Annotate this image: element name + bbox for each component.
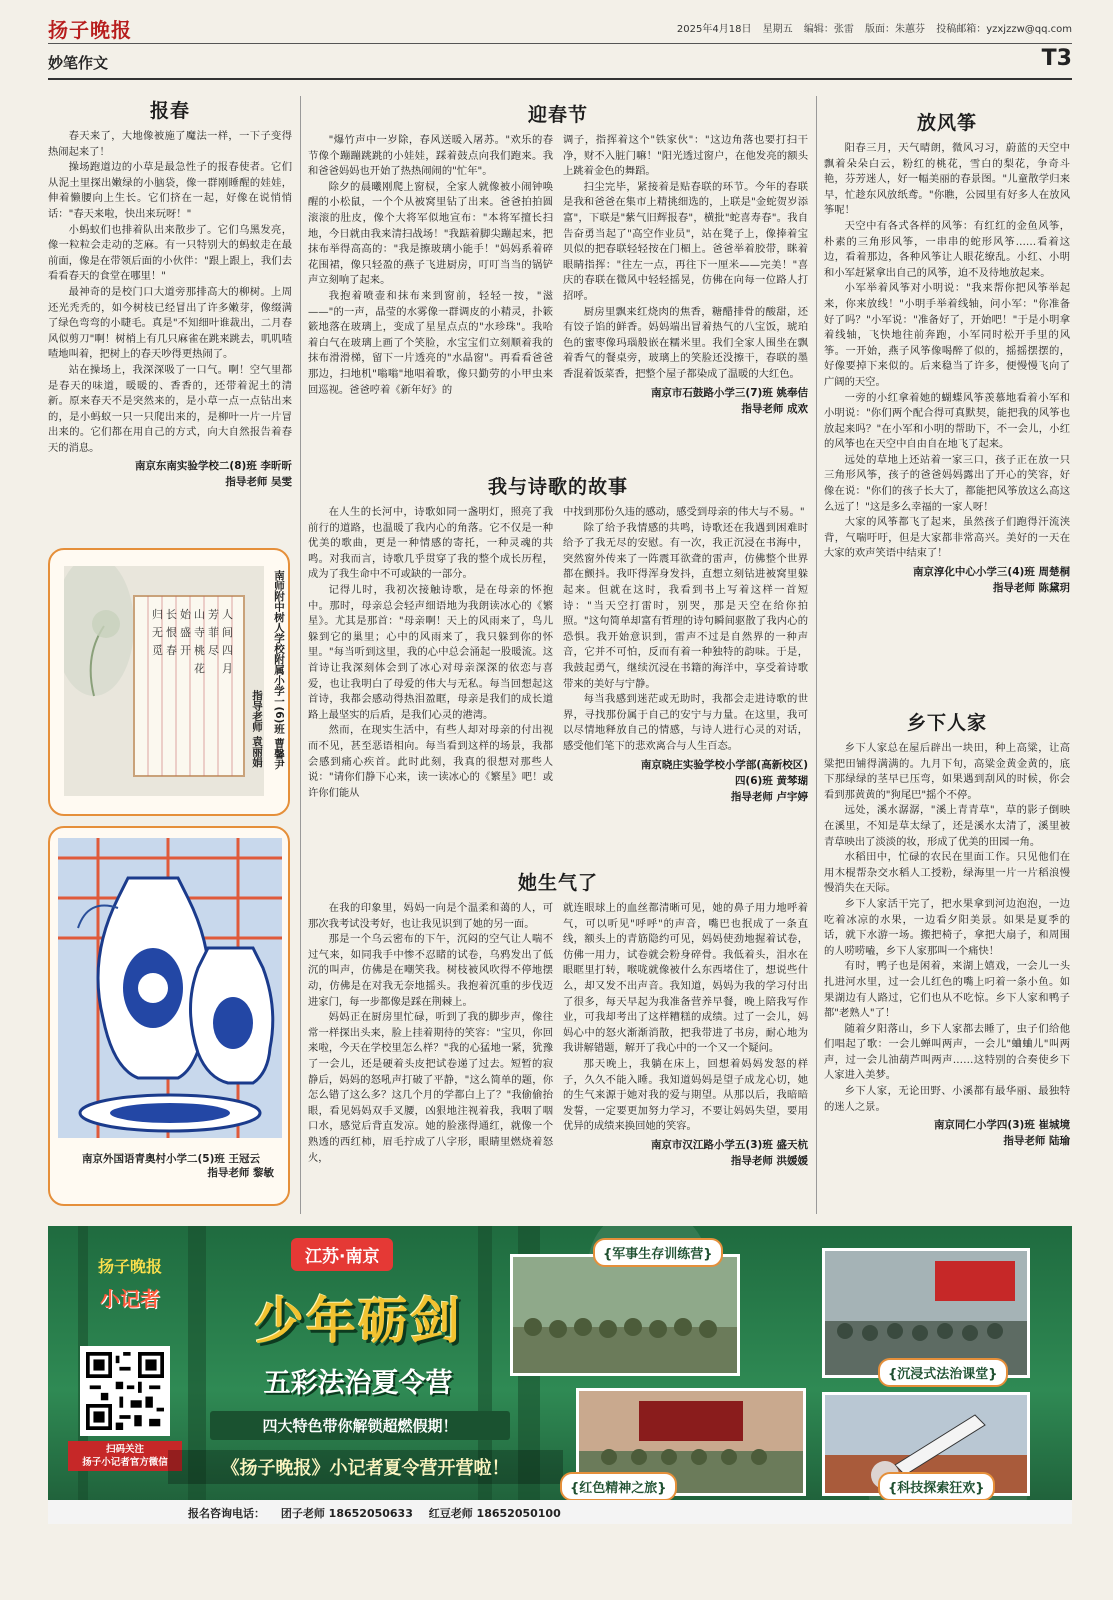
article-fangfengzheng [824,108,1070,596]
label-science: {科技探索狂欢} [878,1472,995,1501]
qr-caption-line: 扬子小记者官方微信 [82,1457,168,1468]
artwork-vase [48,826,290,1206]
byline [563,757,808,805]
article-paragraph: 天空中有各式各样的风筝：有红红的金鱼风筝，朴素的三角形风筝，一串串的蛇形风筝……看着这边，看着那边，各种风筝让人眼花缭乱。小红、小明和小军赶紧拿出自己的风筝，迫不及待地放起来。 [824,219,1070,279]
column-divider [816,96,817,1214]
location-tag: 江苏·南京 [291,1238,393,1271]
column-divider [300,96,301,1214]
svg-text:间: 间 [222,626,233,639]
section-title: 妙笔作文 [48,54,109,72]
article-column [308,901,553,1169]
byline [824,564,1070,596]
article-paragraph: 水稻田中，忙碌的农民在里面工作。只见他们在用木棍帮杂交水稻人工授粉，绿海里一片一片稻浪慢慢消失在天际。 [824,851,1070,895]
svg-text:归: 归 [152,608,163,621]
article-yingchunjie [308,100,808,417]
article-paragraph: 随着夕阳落山，乡下人家都去睡了，虫子们给他们唱起了歌：一会儿蝉叫两声，一会儿"蛐蛐儿"叫两声，过一会儿油葫芦叫两声……这特别的合奏使乡下人家进入美梦。 [824,1022,1070,1082]
submission-email: 投稿邮箱：yzxjzzw@qq.com [936,24,1072,35]
ad-title: 少年砺剑 [254,1292,462,1350]
svg-text:四: 四 [222,644,233,657]
article-paragraph: 那是一个乌云密布的下午，沉闷的空气让人喘不过气来，如同我手中惨不忍睹的试卷，乌鸦发出了低沉的叫声，仿佛是在嘲笑我。树枝被风吹得不停地摆动，仿佛是在对我无奈地摇头。我抱着沉重的步伐迈进家门，每一步都像是踩在荆棘上。 [308,933,553,1008]
svg-text:寺: 寺 [194,626,205,639]
article-column [563,133,808,417]
teacher-credit: 指导老师 成欢 [741,402,808,415]
qr-code[interactable] [80,1346,170,1436]
header-rule-bottom [48,78,1072,80]
article-paragraph: 在人生的长河中，诗歌如同一盏明灯，照亮了我前行的道路，也温暖了我内心的角落。它不仅是一种优美的歌曲，更是一种情感的寄托，一种灵魂的共鸣。对我而言，诗歌几乎贯穿了我的整个成长历程，成为了我生命中不可或缺的一部分。 [308,506,553,581]
article-paragraph: 除了给予我情感的共鸣，诗歌还在我遇到困难时给予了我无尽的安慰。有一次，我正沉浸在书海中，突然窗外传来了一阵震耳欲聋的雷声，仿佛整个世界都在颤抖。我吓得浑身发抖，直想立刻钻进被窝里躲起来。但就在这时，我看到书上写着这样一首短诗："当天空打雷时，别哭，那是天空在给你拍照。"这句简单却富有哲理的诗句瞬间驱散了我内心的恐惧。我开始意识到，雷声不过是自然界的一种声音，它并不可怕，反而有着一种独特的韵味。于是，我鼓起勇气，继续沉浸在书籍的海洋中，享受着诗歌带来的美好与宁静。 [563,521,808,690]
author-school: 南京晓庄实验学校小学部(高新校区) [640,758,808,771]
svg-text:菲: 菲 [208,626,219,639]
article-title: 迎春节 [527,104,588,126]
svg-text:春: 春 [166,644,177,657]
contact-label: 报名咨询电话： [188,1507,265,1520]
article-tashengqile [308,868,808,1169]
ad-brand-name: 扬子晚报 [97,1257,162,1276]
article-paragraph: 然而，在现实生活中，有些人却对母亲的付出视而不见，甚至恶语相向。每当看到这样的场景，我都会感到痛心疾首。此时此刻，我真的很想对那些人说："请你们静下心来，读一读冰心的《繁星》吧！或许你们能从 [308,724,553,799]
article-shige [308,472,808,805]
article-paragraph: 记得儿时，我初次接触诗歌，是在母亲的怀抱中。那时，母亲总会轻声细语地为我朗读冰心的《繁星》。尤其是那首："母亲啊！天上的风雨来了，鸟儿躲到它的巢里；心中的风雨来了，我只躲到你的怀里。"每当听到这里，我的心中总会涌起一股暖流。这首诗让我深刻体会到了冰心对母亲深深的依恋与喜爱，也让我明白了母爱的伟大与无私。每当回想起这首诗，我都会感动得热泪盈眶，母亲是我们的成长道路上最坚实的后盾，是我们心灵的港湾。 [308,583,553,721]
article-paragraph: 有时，鸭子也是闲着，来湖上嬉戏，一会儿一头扎进河水里，过一会儿红色的嘴上叼着一条小鱼。如果湖边有人路过，它们也从不吃惊。乡下人家和鸭子都"老熟人"了！ [824,960,1070,1020]
article-column [308,133,553,417]
ad-headline: 《扬子晚报》小记者夏令营开营啦！ [168,1450,563,1484]
label-military-camp: {军事生存训练营} [593,1238,723,1267]
artwork-caption [264,570,286,810]
article-paragraph: 在我的印象里，妈妈一向是个温柔和蔼的人，可那次我考试没考好，也让我见识到了她的另一面。 [308,902,553,930]
artwork-calligraphy [48,548,290,816]
article-paragraph: 远处的草地上还站着一家三口，孩子正在放一只三角形风筝，孩子的爸爸妈妈露出了开心的笑容，好像在说："你们的孩子长大了，都能把风筝放这么高这么远了！"这是多么幸福的一家人呀！ [824,453,1070,513]
ad-subtitle: 五彩法治夏令营 [263,1368,453,1399]
article-title: 她生气了 [517,872,598,894]
article-title: 报春 [149,100,190,122]
article-paragraph: 就连眼球上的血丝都清晰可见，她的鼻子用力地呼着气，可以听见"呼呼"的声音，嘴巴也抿成了一条直线，额头上的青筋隐约可见，妈妈使劲地握着试卷，仿佛一用力，试卷就会粉身碎骨。我低着头，泪水在眼眶里打转，喉咙就像被什么东西堵住了，想说些什么，却又发不出声音。我知道，妈妈为我的学习付出了很多，每天早起为我准备营养早餐，晚上陪我写作业，可我却考出了这样糟糕的成绩。过了一会儿，妈妈心中的怒火渐渐消散，把我带进了书房，耐心地为我讲解错题，解开了我心中的一个又一个疑问。 [563,902,808,1055]
svg-text:长: 长 [166,608,177,621]
teacher-credit: 指导老师 陈黛玥 [992,582,1070,595]
masthead [48,14,1072,70]
teacher-credit: 指导老师 卢宇婷 [730,790,808,803]
ad-tagline: 四大特色带你解锁超燃假期！ [210,1411,510,1440]
article-paragraph: 站在操场上，我深深吸了一口气。啊！空气里都是春天的味道，暖暖的、香香的，还带着泥土的清新。原来春天不是突然来的，是小草一点一点钻出来的，是小蚂蚁一只一只爬出来的，是柳叶一片一片冒出来的。它们都在用自己的方式，向大自然报告着春天的消息。 [48,363,292,454]
article-paragraph: 妈妈正在厨房里忙碌，听到了我的脚步声，像往常一样探出头来，脸上挂着期待的笑容："宝贝，你回来啦，今天在学校里怎么样？"我的心猛地一紧，犹豫了一会儿，还是硬着头皮把试卷递了过去。短暂的寂静后，妈妈的怒吼声打破了平静，"这么简单的题，你怎么错了这么多？这几个月的学都白上了？"我偷偷抬眼，看见妈妈双手叉腰，凶狠地注视着我，我咽了咽口水，感觉后背直发凉。她的脸涨得通红，就像一个熟透的西红柿，眉毛拧成了八字形，眼睛里燃烧着怒火， [308,1011,553,1164]
contact-bar [48,1500,1072,1524]
editor-credit: 编辑：张雷 [803,24,854,35]
svg-text:芳: 芳 [208,608,219,621]
svg-text:花: 花 [194,662,205,675]
svg-text:人: 人 [222,608,233,621]
law-class-photo-image [825,1251,1027,1375]
newspaper-logo: 扬子晚报 [48,18,132,42]
author-school: 南京同仁小学四(3)班 崔城境 [933,1119,1070,1132]
article-paragraph: 远处，溪水潺潺，"溪上青青草"，草的影子倒映在溪里，不知是草太绿了，还是溪水太清了，溪里被青草映出了淡淡的妆，形成了优美的田园一角。 [824,804,1070,848]
artwork-school: 南京外国语青奥村小学二(5)班 王冠云 [81,1153,261,1165]
article-paragraph: 那天晚上，我躺在床上，回想着妈妈发怒的样子，久久不能入睡。我知道妈妈是望子成龙心切，她的生气来源于她对我的爱与期望。从那以后，我暗暗发誓，一定要更加努力学习，不要让妈妈失望，要用优异的成绩来换回她的笑容。 [563,1057,808,1133]
layout-credit: 版面：朱蕙芬 [865,24,926,35]
artwork-teacher-caption [242,690,264,810]
calligraphy-image [64,566,264,796]
article-column [308,505,553,805]
author-school: 南京市石鼓路小学三(7)班 姚奉佶 [650,386,808,399]
issue-date: 2025年4月18日 [676,24,752,35]
teacher-credit: 指导老师 陆瑜 [1003,1135,1070,1148]
author-class: 四(6)班 黄棽瑚 [734,774,808,787]
author-school: 南京东南实验学校二(8)班 李昕昕 [134,460,292,473]
label-law-class: {沉浸式法治课堂} [878,1358,1008,1387]
svg-text:恨: 恨 [166,626,177,639]
artwork-teacher: 指导老师 黎敏 [207,1167,274,1179]
ad-brand-sub: 小记者 [100,1287,160,1311]
contact-phone-1[interactable]: 团子老师 18652050633 [280,1507,413,1520]
article-paragraph: 每当我感到迷茫或无助时，我都会走进诗歌的世界，寻找那份属于自己的安宁与力量。在这里，我可以尽情地释放自己的情感，与诗人进行心灵的对话，感受他们笔下的悲欢离合与人生百态。 [563,693,808,752]
svg-text:盛: 盛 [180,626,191,639]
dateline [669,20,1072,35]
contact-phone-2[interactable]: 红豆老师 18652050100 [428,1507,561,1520]
article-paragraph: 调子，指挥着这个"铁家伙"："这边角落也要打扫干净，财不入脏门嘛！"阳光透过窗户，在他发亮的额头上跳着金色的舞蹈。 [563,134,808,178]
article-paragraph: 春天来了，大地像被施了魔法一样，一下子变得热闹起来了！ [48,130,292,158]
article-column [563,901,808,1169]
article-paragraph: 我抱着喷壶和抹布来到窗前，轻轻一按，"滋——"的一声，晶莹的水雾像一群调皮的小精灵，扑簌簌地落在玻璃上，变成了星星点点的"水珍珠"。我哈着白气在玻璃上画了个笑脸，水宝宝们立刻顺着我的抹布滑滑梯，留下一片透亮的"水晶窗"。再看看爸爸那边，扫地机"嗡嗡"地唱着歌，像只勤劳的小甲虫来回巡视。爸爸哼着《新年好》的 [308,289,553,396]
article-paragraph: 阳春三月，天气晴朗，微风习习，蔚蓝的天空中飘着朵朵白云，粉红的桃花，雪白的梨花，争奇斗艳，芬芳迷人，好一幅美丽的春景图。"儿童散学归来早，忙趁东风放纸鸢。"你瞧，公园里有好多人在放风筝呢！ [824,142,1070,217]
byline [563,385,808,417]
issue-weekday: 星期五 [762,24,793,35]
article-xiaxiarenjia [824,708,1070,1149]
article-paragraph: 最神奇的是校门口大道旁那排高大的柳树。上周还光秃秃的，如今树枝已经冒出了许多嫩芽，像缀满了绿色弯弯的小睫毛。真是"不知细叶谁裁出，二月春风似剪刀"啊！树梢上有几只麻雀在跳来跳去，叽叽喳喳地叫着，把树上的春天吵得更热闹了。 [48,285,292,361]
svg-text:月: 月 [222,662,233,675]
article-paragraph: 厨房里飘来红烧肉的焦香，糖醋排骨的酸甜，还有饺子馅的鲜香。妈妈端出冒着热气的八宝饭，琥珀色的蜜枣像玛瑙般嵌在糯米里。我们全家人围坐在飘着香气的餐桌旁，玻璃上的笑脸还没擦干，春联的墨香混着饭菜香，把整个屋子都染成了温暖的大红色。 [563,305,808,380]
svg-text:桃: 桃 [194,644,205,657]
teacher-credit: 指导老师 洪媛媛 [730,1154,808,1167]
artwork-caption [58,1152,284,1180]
article-column [563,505,808,805]
article-title: 乡下人家 [906,712,987,734]
svg-text:觅: 觅 [152,644,163,657]
svg-text:山: 山 [194,608,205,621]
author-school: 南京市汉江路小学五(3)班 盛天杭 [650,1138,808,1151]
svg-text:尽: 尽 [208,644,219,657]
article-paragraph: 一旁的小红拿着她的蝴蝶风筝羡慕地看着小军和小明说："你们两个配合得可真默契，能把我的风筝也放起来吗？"在小军和小明的帮助下，不一会儿，小红的风筝也在天空中自由自在地飞了起来。 [824,391,1070,451]
qr-caption [68,1441,182,1471]
article-paragraph: 除夕的晨曦刚爬上窗棂，全家人就像被小闹钟唤醒的小松鼠，一个个从被窝里钻了出来。爸爸拍拍圆滚滚的肚皮，像个大将军似地宣布："本将军擅长扫地，今日就由我来清扫战场！"我踮着脚尖蹦起来，把抹布举得高高的："我是擦玻璃小能手！"妈妈系着碎花围裙，像只轻盈的燕子飞进厨房，叮叮当当的锅铲声立刻响了起来。 [308,180,553,287]
ad-brand [80,1254,180,1312]
svg-text:始: 始 [180,608,191,621]
article-title: 放风筝 [916,112,977,134]
label-red-spirit: {红色精神之旅} [560,1472,677,1501]
byline [48,458,292,490]
vase-painting-image [58,838,282,1138]
svg-text:无: 无 [152,626,163,639]
artwork-teacher: 指导老师 袁丽娟 [251,690,263,768]
article-paragraph: "爆竹声中一岁除，春风送暖入屠苏。"欢乐的春节像个蹦蹦跳跳的小娃娃，踩着鼓点向我们跑来。我和爸爸妈妈也开始了热热闹闹的"忙年"。 [308,134,553,178]
article-paragraph: 小军举着风筝对小明说："我来帮你把风筝举起来，你来放线！"小明手举着线轴，问小军："你准备好了吗？"小军说："准备好了，开始吧！"于是小明拿着线轴，飞快地往前奔跑，小军同时松开手里的风筝。一开始，燕子风筝像喝醉了似的，摇摇摆摆的，好像要掉下来似的。后来稳当了许多，便慢慢飞向了广阔的天空。 [824,282,1070,388]
camp-photo-image [513,1257,737,1373]
qr-caption-line: 扫码关注 [105,1444,144,1455]
photo-military-camp [510,1254,740,1376]
article-paragraph: 操场跑道边的小草是最急性子的报春使者。它们从泥土里探出嫩绿的小脑袋，像一群刚睡醒的娃娃，伸着懒腰向上生长。它们挤在一起，好像在说悄悄话："春天来啦，快出来玩呀！" [48,161,292,220]
article-paragraph: 扫尘完毕，紧接着是贴春联的环节。今年的春联是我和爸爸在集市上精挑细选的，上联是"金蛇贺岁添富"，下联是"紫气旧辉报春"，横批"蛇喜寿春"。我自告奋勇当起了"高空作业员"，站在凳子上，像捧着宝贝似的把春联轻轻按在门楣上。爸爸举着胶带，眯着眼睛指挥："往左一点，再往下一厘米——完美！"喜庆的春联在微风中轻轻摇晃，仿佛在向每一位路人打招呼。 [563,180,808,302]
teacher-credit: 指导老师 吴雯 [225,476,292,489]
page-number: T3 [1041,46,1072,71]
article-paragraph: 大家的风筝都飞了起来，虽然孩子们跑得汗流浃背，气喘吁吁，但是大家都非常高兴。美好的一天在大家的欢声笑语中结束了！ [824,516,1070,560]
article-paragraph: 中找到那份久违的感动，感受到母亲的伟大与不易。" [563,506,805,518]
article-paragraph: 乡下人家总在屋后辟出一块田，种上高粱，让高粱把田铺得满满的。九月下旬，高粱金黄金黄的，底下那绿绿的茎早已压弯，如果遇到刮风的时候，你会看到那黄黄的"狗尾巴"摇个不停。 [824,742,1070,801]
article-baochun [48,96,292,490]
header-rule [48,43,1072,44]
article-paragraph: 小蚂蚁们也排着队出来散步了。它们乌黑发亮，像一粒粒会走动的芝麻。有一只特别大的蚂蚁走在最前面，像是在带领后面的小伙伴："跟上跟上，我们去看看春天的食堂在哪里！" [48,223,292,283]
article-title: 我与诗歌的故事 [487,476,628,498]
summer-camp-advertisement[interactable] [48,1226,1072,1524]
article-paragraph: 乡下人家，无论田野、小溪都有最华丽、最独特的迷人之景。 [824,1085,1070,1113]
article-paragraph: 乡下人家活干完了，把水果拿到河边泡泡，一边吃着冰凉的水果，一边看夕阳美景。如果是夏季的话，就下水游一场。搬把椅子，拿把大扇子，和周围的人唠唠嗑，乡下人家那叫一个痛快！ [824,897,1070,957]
artwork-school: 南师附中树人学校附属小学一(6)班 曹馨尹 [273,570,285,770]
author-school: 南京淳化中心小学三(4)班 周楚桐 [912,566,1070,579]
byline [824,1117,1070,1149]
byline [563,1137,808,1169]
svg-text:开: 开 [180,644,191,657]
